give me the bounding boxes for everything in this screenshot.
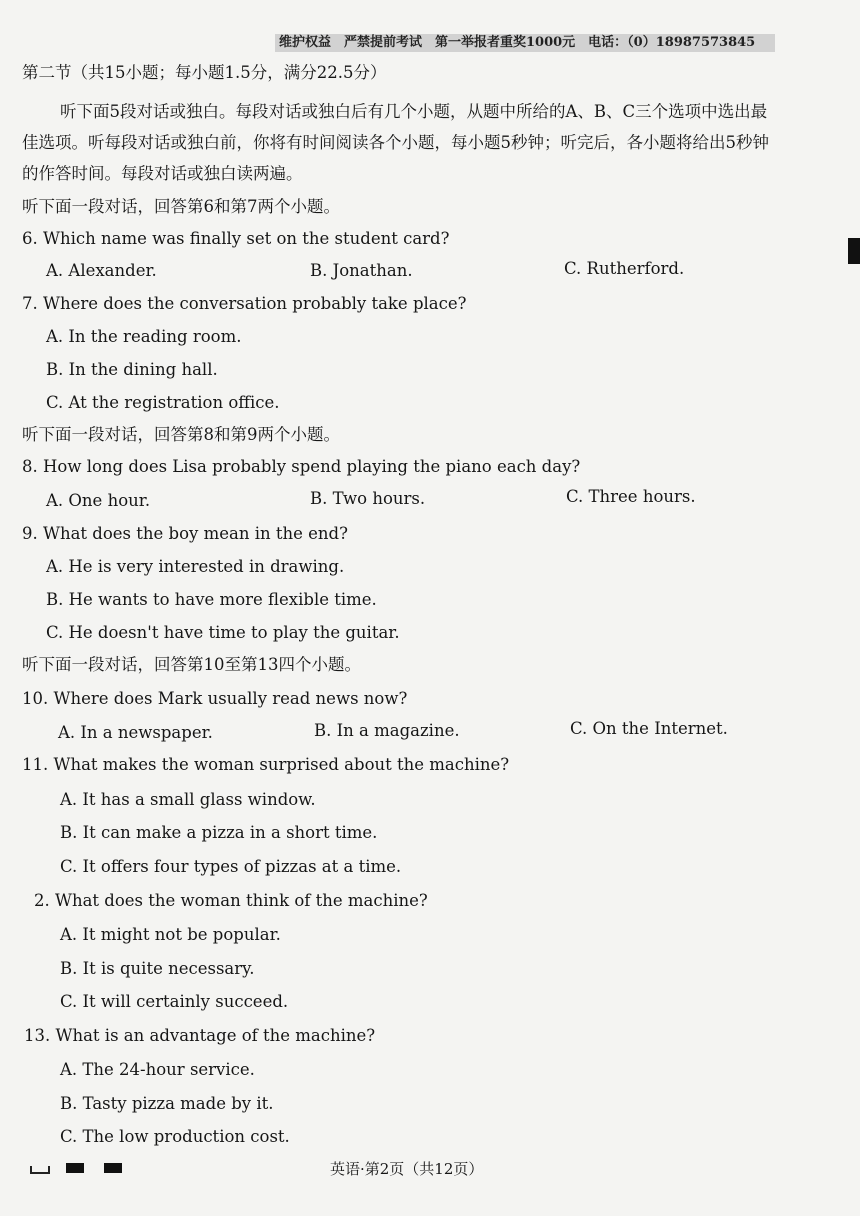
option-11a: A. It has a small glass window.: [60, 790, 316, 809]
option-6a: A. Alexander.: [46, 261, 157, 280]
question-number: 11.: [22, 755, 49, 774]
option-11c: C. It offers four types of pizzas at a time.: [60, 857, 402, 876]
question-9: [22, 523, 348, 545]
option-12a: A. It might not be popular.: [60, 925, 281, 944]
question-number: 8.: [22, 457, 38, 476]
option-6c: C. Rutherford.: [564, 259, 685, 278]
option-6b: B. Jonathan.: [310, 261, 413, 280]
option-13b: B. Tasty pizza made by it.: [60, 1094, 274, 1113]
question-text: Which name was finally set on the student card?: [43, 229, 450, 248]
option-10c: C. On the Internet.: [570, 719, 728, 738]
registration-mark-outline: [30, 1166, 50, 1174]
question-text: How long does Lisa probably spend playing the piano each day?: [43, 457, 581, 476]
section-instructions: 听下面5段对话或独白。每段对话或独白后有几个小题，从题中所给的A、B、C三个选项中选出最佳选项。听每段对话或独白前，你将有时间阅读各个小题，每小题5秒钟；听完后，各小题将给出5秒钟的作答时间。每段对话或独白读两遍。: [22, 102, 769, 183]
option-12c: C. It will certainly succeed.: [60, 992, 289, 1011]
option-8b: B. Two hours.: [310, 489, 426, 508]
question-12: [34, 890, 428, 912]
margin-marker: [848, 238, 860, 264]
option-9b: B. He wants to have more flexible time.: [46, 590, 377, 609]
option-7c: C. At the registration office.: [46, 393, 280, 412]
question-number: 10.: [22, 689, 49, 708]
group-intro-1: 听下面一段对话，回答第6和第7两个小题。: [22, 197, 340, 216]
option-9c: C. He doesn't have time to play the guitar.: [46, 623, 400, 642]
question-text: What makes the woman surprised about the machine?: [53, 755, 510, 774]
question-number: 2.: [34, 891, 50, 910]
question-10: [22, 688, 407, 710]
registration-mark-1: [66, 1163, 84, 1173]
question-7: [22, 293, 466, 315]
section-title: 第二节（共15小题；每小题1.5分，满分22.5分）: [22, 63, 387, 82]
question-13: [24, 1025, 375, 1047]
question-text: Where does the conversation probably take place?: [43, 294, 467, 313]
question-6: [22, 228, 449, 250]
option-8a: A. One hour.: [46, 491, 151, 510]
page-footer: 英语·第2页（共12页）: [330, 1160, 484, 1178]
question-11: [22, 754, 509, 776]
option-8c: C. Three hours.: [566, 487, 696, 506]
registration-mark-2: [104, 1163, 122, 1173]
group-intro-3: 听下面一段对话，回答第10至第13四个小题。: [22, 655, 361, 674]
question-text: Where does Mark usually read news now?: [53, 689, 408, 708]
option-10a: A. In a newspaper.: [58, 723, 213, 742]
group-intro-2: 听下面一段对话，回答第8和第9两个小题。: [22, 425, 340, 444]
question-text: What is an advantage of the machine?: [55, 1026, 376, 1045]
option-7b: B. In the dining hall.: [46, 360, 218, 379]
question-text: What does the boy mean in the end?: [43, 524, 348, 543]
option-10b: B. In a magazine.: [314, 721, 460, 740]
option-13a: A. The 24-hour service.: [60, 1060, 255, 1079]
question-8: [22, 456, 580, 478]
option-9a: A. He is very interested in drawing.: [46, 557, 345, 576]
option-7a: A. In the reading room.: [46, 327, 242, 346]
question-text: What does the woman think of the machine?: [55, 891, 428, 910]
question-number: 6.: [22, 229, 38, 248]
header-banner: 维护权益 严禁提前考试 第一举报者重奖1000元 电话：（0）18987573845: [275, 34, 775, 52]
option-13c: C. The low production cost.: [60, 1127, 290, 1146]
question-number: 9.: [22, 524, 38, 543]
question-number: 7.: [22, 294, 38, 313]
option-12b: B. It is quite necessary.: [60, 959, 255, 978]
option-11b: B. It can make a pizza in a short time.: [60, 823, 378, 842]
question-number: 13.: [24, 1026, 51, 1045]
